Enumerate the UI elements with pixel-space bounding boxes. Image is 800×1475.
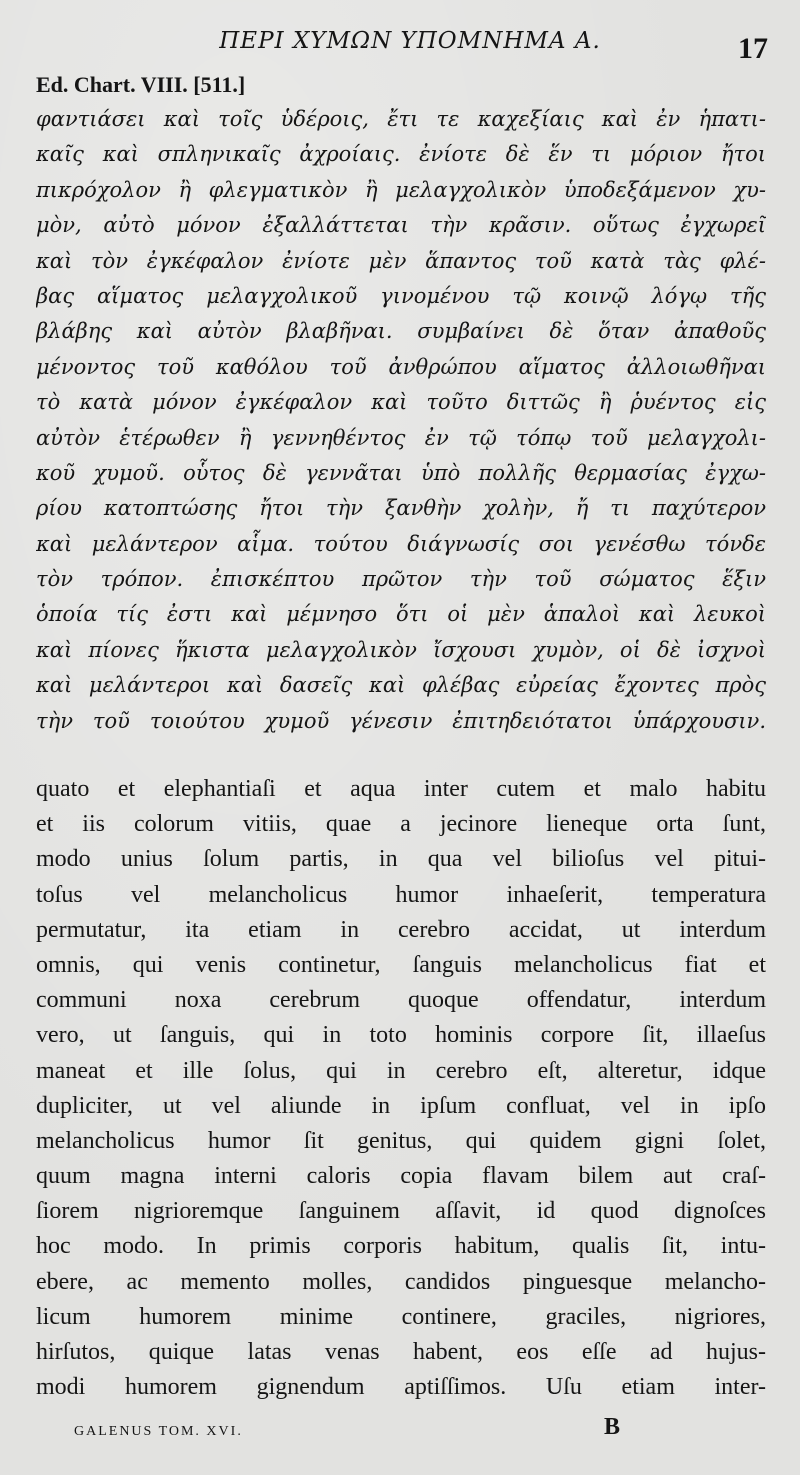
greek-line: φαντιάσει καὶ τοῖς ὑδέροις, ἔτι τε καχεξίαις καὶ ἐν ἡπατι- bbox=[36, 107, 766, 131]
greek-line: τὸ κατὰ μόνον ἐγκέφαλον καὶ τοῦτο διττῶς ἢ ῥυέντος εἰς bbox=[36, 390, 766, 415]
latin-line: omnis, qui venis continetur, ſanguis melancholicus fiat et bbox=[36, 951, 766, 978]
latin-line: melancholicus humor ſit genitus, qui quidem gigni ſolet, bbox=[36, 1127, 766, 1154]
greek-text-block bbox=[36, 102, 766, 739]
greek-line: ρίου κατοπτώσης ἤτοι τὴν ξανθὴν χολὴν, ἤ τι παχύτερον bbox=[36, 496, 766, 521]
latin-line: ſiorem nigrioremque ſanguinem aſſavit, id quod dignoſces bbox=[36, 1198, 766, 1225]
greek-line: βας αἵματος μελαγχολικοῦ γινομένου τῷ κοινῷ λόγῳ τῆς bbox=[36, 283, 766, 308]
latin-line: hoc modo. In primis corporis habitum, qualis ſit, intu- bbox=[36, 1233, 766, 1260]
greek-line: πικρόχολον ἢ φλεγματικὸν ἢ μελαγχολικὸν ὑποδεξάμενον χυ- bbox=[36, 177, 766, 202]
latin-line: modi humorem gignendum aptiſſimos. Uſu etiam inter- bbox=[36, 1374, 766, 1401]
greek-line: καὶ τὸν ἐγκέφαλον ἐνίοτε μὲν ἅπαντος τοῦ κατὰ τὰς φλέ- bbox=[36, 248, 766, 273]
latin-line: ebere, ac memento molles, candidos pinguesque melancho- bbox=[36, 1268, 766, 1295]
latin-line: vero, ut ſanguis, qui in toto hominis corpore ſit, illaeſus bbox=[36, 1022, 766, 1049]
latin-line: licum humorem minime continere, graciles, nigriores, bbox=[36, 1303, 766, 1330]
latin-line: permutatur, ita etiam in cerebro accidat, ut interdum bbox=[36, 916, 766, 943]
gathering-mark: B bbox=[604, 1414, 621, 1440]
latin-line: quum magna interni caloris copia flavam bilem aut craſ- bbox=[36, 1163, 766, 1190]
latin-line: dupliciter, ut vel aliunde in ipſum confluat, vel in ipſo bbox=[36, 1092, 766, 1119]
greek-line: μὸν, αὐτὸ μόνον ἐξαλλάττεται τὴν κρᾶσιν. οὕτως ἐγχωρεῖ bbox=[36, 213, 766, 238]
latin-line: et iis colorum vitiis, quae a jecinore lieneque orta ſunt, bbox=[36, 811, 766, 838]
greek-line: ὁποία τίς ἐστι καὶ μέμνησο ὅτι οἱ μὲν ἁπαλοὶ καὶ λευκοὶ bbox=[36, 602, 766, 627]
latin-line: modo unius ſolum partis, in qua vel bilioſus vel pitui- bbox=[36, 846, 766, 873]
volume-signature: GALENUS TOM. XVI. bbox=[74, 1424, 243, 1439]
greek-line: τὸν τρόπον. ἐπισκέπτου πρῶτον τὴν τοῦ σώματος ἕξιν bbox=[36, 567, 766, 592]
greek-line: κοῦ χυμοῦ. οὗτος δὲ γεννᾶται ὑπὸ πολλῆς θερμασίας ἐγχω- bbox=[36, 460, 766, 485]
latin-line: communi noxa cerebrum quoque offendatur, interdum bbox=[36, 987, 766, 1014]
greek-line: βλάβης καὶ αὐτὸν βλαβῆναι. συμβαίνει δὲ ὅταν ἀπαθοῦς bbox=[36, 319, 766, 344]
latin-line: quato et elephantiaſi et aqua inter cutem et malo habitu bbox=[36, 776, 766, 802]
edition-reference: Ed. Chart. VIII. [511.] bbox=[36, 72, 246, 97]
greek-line: τὴν τοῦ τοιούτου χυμοῦ γένεσιν ἐπιτηδειότατοι ὑπάρχουσιν. bbox=[36, 708, 766, 733]
greek-line: αὐτὸν ἑτέρωθεν ἢ γεννηθέντος ἐν τῷ τόπῳ τοῦ μελαγχολι- bbox=[36, 425, 766, 450]
latin-text-block bbox=[36, 772, 766, 1405]
latin-line: hirſutos, quique latas venas habent, eos eſſe ad hujus- bbox=[36, 1339, 766, 1365]
latin-line: toſus vel melancholicus humor inhaeſerit, temperatura bbox=[36, 881, 766, 908]
greek-line: καῖς καὶ σπληνικαῖς ἀχροίαις. ἐνίοτε δὲ ἕν τι μόριον ἤτοι bbox=[36, 142, 766, 167]
greek-line: καὶ μελάντεροι καὶ δασεῖς καὶ φλέβας εὐρείας ἔχοντες πρὸς bbox=[36, 673, 766, 698]
latin-line: maneat et ille ſolus, qui in cerebro eſt, alteretur, idque bbox=[36, 1057, 766, 1084]
greek-line: μένοντος τοῦ καθόλου τοῦ ἀνθρώπου αἵματος ἀλλοιωθῆναι bbox=[36, 354, 766, 379]
running-head: ΠΕΡΙ ΧΥΜΩΝ ΥΠΟΜΝΗΜΑ Α. bbox=[219, 28, 601, 54]
greek-line: καὶ μελάντερον αἷμα. τούτου διάγνωσίς σοι γενέσθω τόνδε bbox=[36, 531, 766, 556]
page-number: 17 bbox=[738, 32, 768, 65]
greek-line: καὶ πίονες ἥκιστα μελαγχολικὸν ἴσχουσι χυμὸν, οἱ δὲ ἰσχνοὶ bbox=[36, 637, 766, 662]
